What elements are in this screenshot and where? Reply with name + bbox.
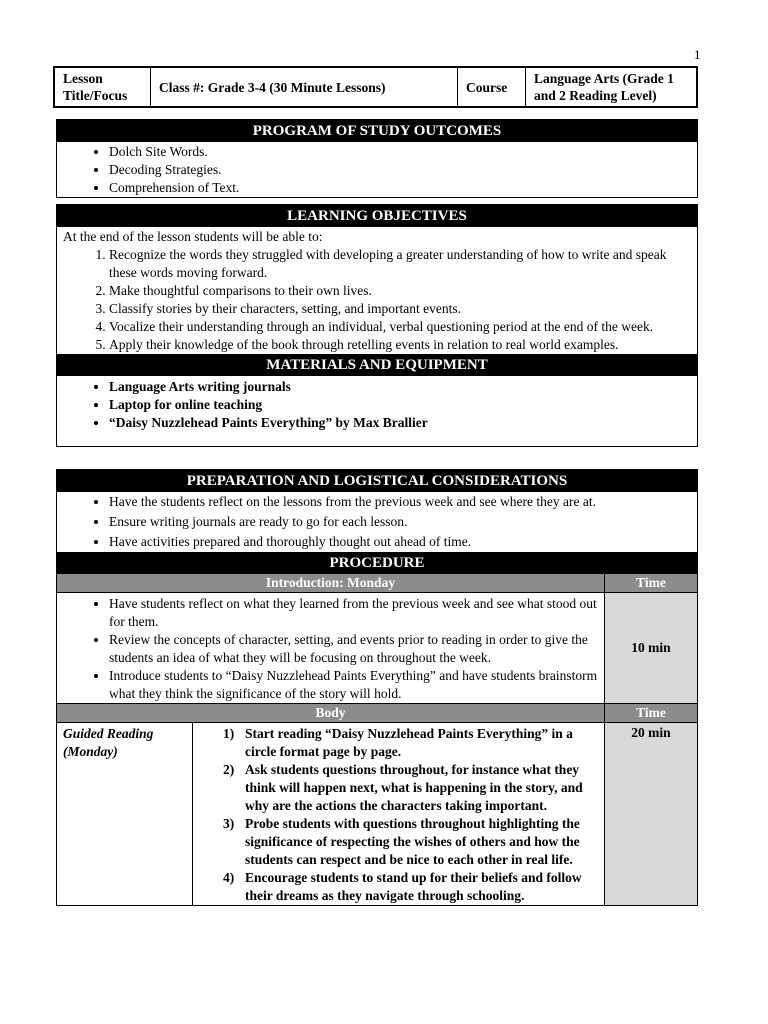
intro-item: • Have students reflect on what they learned from the previous week and see what stood out for them. <box>109 595 598 631</box>
preparation-item: • Ensure writing journals are ready to go for each lesson. <box>109 513 697 531</box>
course-label: Course <box>458 68 526 106</box>
preparation-title: PREPARATION AND LOGISTICAL CONSIDERATIONS <box>57 470 697 492</box>
program-outcomes-title: PROGRAM OF STUDY OUTCOMES <box>57 120 697 142</box>
guided-reading-label: Guided Reading (Monday) <box>57 723 193 905</box>
objective-item: 4. Vocalize their understanding through an individual, verbal questioning period at the end of the week. <box>109 318 697 336</box>
objectives-intro: At the end of the lesson students will be able to: <box>63 229 323 244</box>
guided-reading-row <box>57 722 697 905</box>
guided-step: Probe students with questions throughout highlighting the significance of respecting the wishes of others and how the students can respect and be nice to each other in real life. <box>245 816 580 867</box>
outcome-item: • Decoding Strategies. <box>109 161 697 179</box>
intro-header-row <box>57 574 697 592</box>
objective-item: 1. Recognize the words they struggled with developing a greater understanding of how to write and speak these words moving forward. <box>109 246 697 282</box>
outcome-item: • Dolch Site Words. <box>109 143 697 161</box>
outcome-item: • Comprehension of Text. <box>109 179 697 197</box>
preparation-item: • Have the students reflect on the lessons from the previous week and see where they are at. <box>109 493 697 511</box>
class-label: Class #: Grade 3-4 (30 Minute Lessons) <box>151 68 458 106</box>
intro-item: • Review the concepts of character, setting, and events prior to reading in order to give the students an idea of what they will be focusing on throughout the week. <box>109 631 598 667</box>
guided-step: Start reading “Daisy Nuzzlehead Paints Everything” in a circle format page by page. <box>245 726 573 759</box>
learning-objectives-title: LEARNING OBJECTIVES <box>57 205 697 227</box>
objective-item: 2. Make thoughtful comparisons to their own lives. <box>109 282 697 300</box>
preparation-section <box>56 469 698 906</box>
guided-time: 20 min <box>605 723 697 905</box>
body-header-row <box>57 703 697 722</box>
body-time-header: Time <box>636 705 666 720</box>
page-number: 1 <box>694 47 701 62</box>
lesson-title-label: Lesson Title/Focus <box>55 68 151 106</box>
objective-item: 3. Classify stories by their characters, setting, and important events. <box>109 300 697 318</box>
body-header: Body <box>57 704 605 722</box>
course-value: Language Arts (Grade 1 and 2 Reading Level) <box>534 71 674 103</box>
materials-title: MATERIALS AND EQUIPMENT <box>57 354 697 376</box>
material-item: • Laptop for online teaching <box>109 396 697 414</box>
learning-objectives-section <box>56 204 698 447</box>
time-header: Time <box>636 575 666 590</box>
intro-time: 10 min <box>605 593 697 703</box>
procedure-title: PROCEDURE <box>57 552 697 574</box>
lesson-header-table <box>53 66 698 108</box>
objective-item: 5. Apply their knowledge of the book through retelling events in relation to real world examples. <box>109 336 697 354</box>
program-outcomes-section <box>56 119 698 198</box>
intro-header: Introduction: Monday <box>57 574 605 592</box>
intro-row <box>57 592 697 703</box>
guided-step: Encourage students to stand up for their beliefs and follow their dreams as they navigate through schooling. <box>245 870 582 903</box>
material-item: • Language Arts writing journals <box>109 378 697 396</box>
preparation-item: • Have activities prepared and thoroughly thought out ahead of time. <box>109 533 697 551</box>
guided-step: Ask students questions throughout, for instance what they think will happen next, what is happening in the story, and why are the actions the characters taking important. <box>245 762 583 813</box>
material-item: • “Daisy Nuzzlehead Paints Everything” by Max Brallier <box>109 414 697 432</box>
intro-item: • Introduce students to “Daisy Nuzzlehead Paints Everything” and have students brainstorm what they think the significance of the story will hold. <box>109 667 598 703</box>
